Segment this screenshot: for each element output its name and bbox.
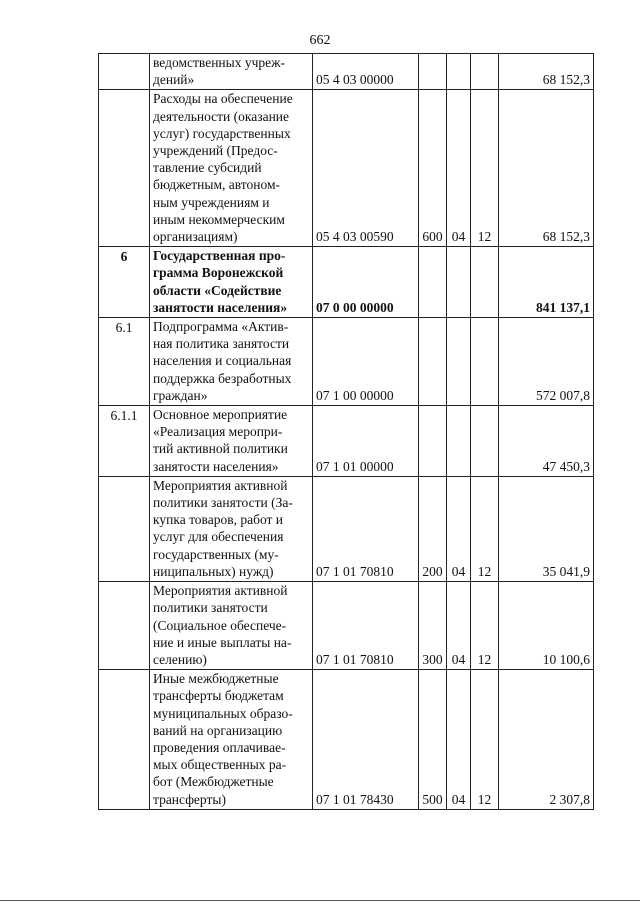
row-vr-cell: 600 [419,90,447,247]
row-name-line: ведомственных учреж- [153,55,285,70]
row-amount-cell: 10 100,6 [499,582,594,670]
page-number: 662 [309,33,331,48]
row-name-line: проведения оплачивае- [153,739,286,755]
row-name-line: муниципальных образо- [153,705,293,721]
row-name-line: деятельности (оказание [153,108,290,124]
row-number-cell: 6.1 [99,318,150,406]
row-name-cell [150,54,313,90]
table-row [99,247,594,318]
row-vr-cell: 200 [419,476,447,581]
row-name-line: бюджетным, автоном- [153,177,281,193]
row-amount-cell: 68 152,3 [499,90,594,247]
row-amount-cell: 35 041,9 [499,476,594,581]
row-name-line: услуг) государственных [153,125,291,141]
row-pr-cell [471,54,499,90]
row-name-line: иным некоммерческим [153,211,285,227]
row-vr-cell: 300 [419,582,447,670]
row-code-cell: 07 1 01 70810 [313,582,419,670]
row-code-cell: 07 1 00 00000 [313,318,419,406]
row-number-cell: 6.1.1 [99,406,150,477]
row-amount-cell: 47 450,3 [499,406,594,477]
row-name-line: трансферты) [153,791,226,807]
row-pr-cell [471,247,499,318]
row-name-line: услуг для обеспечения [153,529,284,545]
row-name-line: Мероприятия активной [153,477,288,493]
row-name-cell [150,247,313,318]
row-name-line: Основное мероприятие [153,407,288,423]
row-name-line: ниципальных) нужд) [153,563,274,579]
row-name-line: тий активной политики [153,441,288,457]
row-rz-cell [447,247,471,318]
row-vr-cell: 500 [419,670,447,810]
row-name-cell [150,318,313,406]
row-amount-cell: 2 307,8 [499,670,594,810]
row-code-cell: 07 0 00 00000 [313,247,419,318]
row-name-line: ная политика занятости [153,336,290,352]
row-name-line: занятости населения» [153,458,279,474]
table-body [99,54,594,810]
row-name-line: политики занятости (За- [153,495,293,511]
row-name-line: ным учреждениям и [153,194,270,210]
row-name-line: трансферты бюджетам [153,688,284,704]
row-vr-cell [419,406,447,477]
row-vr-cell [419,54,447,90]
row-code-cell: 07 1 01 70810 [313,476,419,581]
page-bottom-rule [0,900,640,901]
row-name-line: селению) [153,651,207,667]
row-number-cell [99,90,150,247]
row-name-cell [150,476,313,581]
row-amount-cell: 572 007,8 [499,318,594,406]
row-name-line: ние и иные выплаты на- [153,634,292,650]
table-row [99,406,594,477]
row-pr-cell: 12 [471,582,499,670]
table-row [99,54,594,90]
row-name-line: Расходы на обеспечение [153,91,293,107]
row-name-line: поддержка безработных [153,370,292,386]
row-name-line: Подпрограмма «Актив- [153,319,289,335]
row-name-line: Государственная про- [153,248,286,264]
table-row [99,318,594,406]
row-pr-cell: 12 [471,90,499,247]
row-rz-cell: 04 [447,476,471,581]
row-rz-cell [447,318,471,406]
row-name-line: Иные межбюджетные [153,671,279,687]
row-name-line: дений» [153,72,195,88]
row-name-line: населения и социальная [153,353,292,369]
row-name-line: грамма Воронежской [153,265,284,281]
row-name-line: граждан» [153,387,208,403]
row-pr-cell [471,318,499,406]
row-amount-cell: 841 137,1 [499,247,594,318]
row-name-line: купка товаров, работ и [153,512,284,528]
row-number-cell [99,476,150,581]
row-code-cell: 05 4 03 00590 [313,90,419,247]
row-rz-cell [447,54,471,90]
row-rz-cell [447,406,471,477]
row-name-line: государственных (му- [153,546,279,562]
row-pr-cell: 12 [471,670,499,810]
row-code-cell: 07 1 01 00000 [313,406,419,477]
table-row [99,476,594,581]
row-name-cell [150,406,313,477]
row-name-line: бот (Межбюджетные [153,774,274,790]
row-number-cell [99,54,150,90]
table-row [99,90,594,247]
row-name-cell [150,670,313,810]
row-vr-cell [419,318,447,406]
row-number-cell [99,582,150,670]
row-name-line: учреждений (Предос- [153,143,278,159]
row-name-line: политики занятости [153,600,268,616]
row-code-cell: 05 4 03 00000 [313,54,419,90]
row-amount-cell: 68 152,3 [499,54,594,90]
row-name-line: (Социальное обеспече- [153,617,287,633]
row-name-line: занятости населения» [153,299,288,315]
row-name-line: мых общественных ра- [153,757,287,773]
row-number-cell [99,670,150,810]
row-name-line: тавление субсидий [153,160,262,176]
row-name-line: ваний на организацию [153,722,283,738]
row-pr-cell: 12 [471,476,499,581]
row-name-line: «Реализация меропри- [153,424,283,440]
row-vr-cell [419,247,447,318]
row-rz-cell: 04 [447,90,471,247]
row-name-line: организациям) [153,229,238,245]
row-name-cell [150,90,313,247]
budget-table [98,53,594,810]
table-row [99,582,594,670]
row-rz-cell: 04 [447,582,471,670]
row-code-cell: 07 1 01 78430 [313,670,419,810]
row-number-cell: 6 [99,247,150,318]
row-name-cell [150,582,313,670]
row-name-line: области «Содействие [153,282,282,298]
row-pr-cell [471,406,499,477]
row-name-line: Мероприятия активной [153,583,288,599]
row-rz-cell: 04 [447,670,471,810]
table-row [99,670,594,810]
